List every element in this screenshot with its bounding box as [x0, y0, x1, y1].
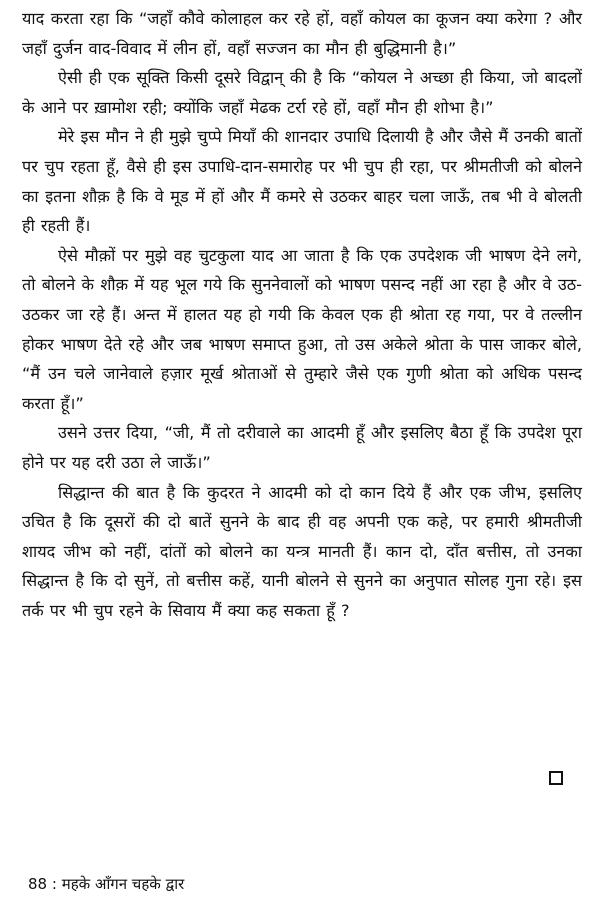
paragraph-upadeshak-joke: ऐसे मौक़ों पर मुझे वह चुटकुला याद आ जाता है कि एक उपदेशक जी भाषण देने लगे, तो बोलने के शौक़ में यह भूल गये कि सुननेवालों को भाषण पसन्द नहीं आ रहा है और वे उठ-उठकर जा रहे हैं। अन्त में हालत यह हो गयी कि केवल एक ही श्रोता रह गया, पर वे तल्लीन होकर भाषण देते रहे और जब भाषण समाप्त हुआ, तो उस अकेले श्रोता के पास जाकर बोले, “मैं उन चले जानेवाले हज़ार मूर्ख श्रोताओं से तुम्हारे जैसे एक गुणी श्रोता को अधिक पसन्द करता हूँ।”: [22, 245, 582, 413]
footer-separator: :: [51, 875, 57, 893]
paragraph-continuation: याद करता रहा कि “जहाँ कौवे कोलाहल कर रहे हों, वहाँ कोयल का कूजन क्या करेगा ? और जहाँ दुर्जन वाद-विवाद में लीन हों, वहाँ सज्जन का मौन ही बुद्धिमानी है।”: [22, 9, 582, 58]
page-footer: [28, 872, 184, 896]
paragraph-koyal-sukti: ऐसी ही एक सूक्ति किसी दूसरे विद्वान् की है कि “कोयल ने अच्छा ही किया, जो बादलों के आने पर ख़ामोश रही; क्योंकि जहाँ मेढक टर्रा रहे हों, वहाँ मौन ही शोभा है।”: [22, 68, 582, 117]
paragraph-chuppe-miyan: मेरे इस मौन ने ही मुझे चुप्पे मियाँ की शानदार उपाधि दिलायी है और जैसे मैं उनकी बातों पर चुप रहता हूँ, वैसे ही इस उपाधि-दान-समारोह पर भी चुप ही रहा, पर श्रीमतीजी को बोलने का इतना शौक़ है कि वे मूड में हों और मैं कमरे से उठकर बाहर चला जाऊँ, तब भी वे बोलती ही रहती हैं।: [22, 127, 582, 236]
paragraph-dariwala-reply: उसने उत्तर दिया, “जी, मैं तो दरीवाले का आदमी हूँ और इसलिए बैठा हूँ कि उपदेश पूरा होने पर यह दरी उठा ले जाऊँ।”: [22, 423, 582, 472]
body-text: [22, 4, 582, 625]
page-number: 88: [28, 875, 48, 893]
book-title: महके आँगन चहके द्वार: [61, 875, 185, 893]
end-of-chapter-box: [549, 771, 563, 785]
paragraph-siddhant: सिद्धान्त की बात है कि कुदरत ने आदमी को दो कान दिये हैं और एक जीभ, इसलिए उचित है कि दूसरों की दो बातें सुनने के बाद ही वह अपनी एक कहे, पर हमारी श्रीमतीजी शायद जीभ को नहीं, दांतों को बोलने का यन्त्र मानती हैं। कान दो, दाँत बत्तीस, तो उनका सिद्धान्त है कि दो सुनें, तो बत्तीस कहें, यानी बोलने से सुनने का अनुपात सोलह गुना रहे। इस तर्क पर भी चुप रहने के सिवाय मैं क्या कह सकता हूँ ?: [22, 482, 582, 620]
